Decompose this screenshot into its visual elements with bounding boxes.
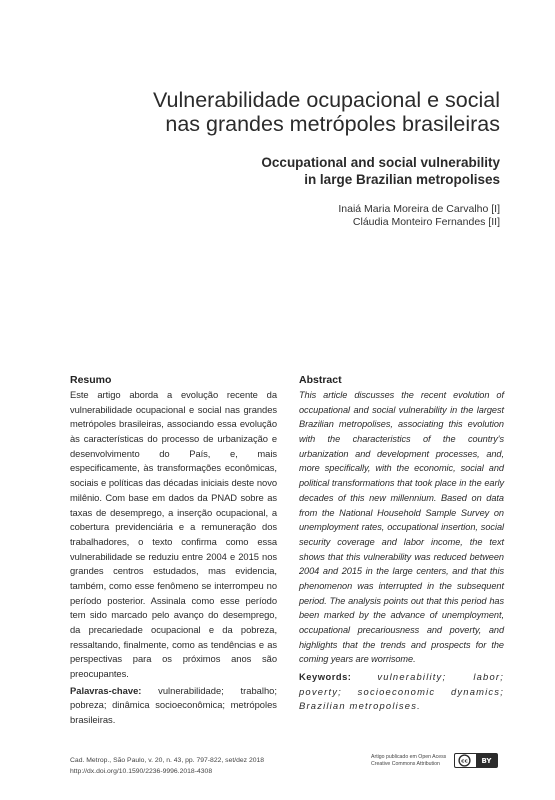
- title-pt-line-1: Vulnerabilidade ocupacional e social: [152, 88, 500, 112]
- license-line-1: Artigo publicado em Open Acess: [371, 753, 447, 760]
- license-block: [371, 753, 498, 768]
- license-line-2: Creative Commons Attribution: [371, 760, 440, 767]
- abstract-keywords-label: Keywords:: [299, 671, 352, 683]
- abstract-keywords-list: vulnerability; labor; poverty; socioeconomic dynamics; Brazilian metropolises.: [299, 671, 504, 712]
- abstract-keywords: [299, 670, 504, 714]
- citation-line: Cad. Metrop., São Paulo, v. 20, n. 43, pp. 797-822, set/dez 2018: [70, 757, 265, 764]
- license-text: [371, 754, 446, 768]
- cc-badge-right-text: BY: [481, 757, 492, 766]
- title-en-line-1: Occupational and social vulnerability: [261, 155, 500, 170]
- abstract-heading: Abstract: [299, 374, 342, 386]
- cc-badge-left-text: cc: [461, 758, 469, 765]
- citation-footer: [70, 756, 264, 777]
- resumo-keywords-list: vulnerabilidade; trabalho; pobreza; dinâmica socioeconômica; metrópoles brasileiras.: [70, 684, 277, 726]
- article-title-en: [80, 154, 500, 188]
- resumo-keywords-label: Palavras-chave:: [70, 684, 142, 696]
- author-1: Inaiá Maria Moreira de Carvalho [I]: [338, 203, 500, 215]
- abstract-text: This article discusses the recent evolution of occupational and social vulnerability in the largest Brazilian metropolises, associating this evolution with the characteristics of the country's urbanization and development processes, and, more specifically, with the economic, social and political transformations that took place in the early decades of this new millennium. Based on data from the National Household Sample Survey on unemployment rates, occupational insertion, social security coverage and labor income, the text shows that this vulnerability was reduced between 2004 and 2015 in the large centers, and that this phenomenon was interrupted in the subsequent period. The analysis points out that this period has been marked by the advance of unemployment, occupational precariousness and poverty, and highlights that the trends and prospects for the coming years are worrisome.: [299, 390, 504, 665]
- resumo-heading: Resumo: [70, 374, 112, 386]
- title-pt-line-2: nas grandes metrópoles brasileiras: [165, 112, 500, 136]
- resumo-text: Este artigo aborda a evolução recente da vulnerabilidade ocupacional e social nas grandes metrópoles brasileiras, associando essa evolução às características do processo de urbanização e desenvolvimento do País, e, mais especificamente, às transformações econômicas, sociais e políticas das décadas iniciais deste novo milênio. Com base em dados da PNAD sobre as taxas de desemprego, a inserção ocupacional, a cobertura previdenciária e a remuneração dos trabalhadores, o texto confirma como essa vulnerabilidade se reduziu entre 2004 e 2015 nos grandes centros estudados, mas evidencia, também, como esse fenômeno se interrompeu no período posterior. Assinala como esse período tem sido marcado pelo avanço do desemprego, da precariedade ocupacional e da pobreza, ressaltando, finalmente, como as tendências e as perspectivas para os próximos anos são preocupantes.: [70, 389, 277, 680]
- title-en-line-2: in large Brazilian metropolises: [304, 172, 500, 187]
- author-2: Cláudia Monteiro Fernandes [II]: [352, 216, 500, 228]
- cc-by-license-icon[interactable]: [454, 753, 498, 768]
- resumo-keywords: [70, 684, 277, 728]
- doi-link[interactable]: http://dx.doi.org/10.1590/2236-9996.2018-4308: [70, 767, 213, 775]
- abstract-section: [299, 373, 504, 714]
- author-list: [200, 203, 500, 229]
- resumo-section: [70, 373, 277, 728]
- article-title-pt: [80, 88, 500, 136]
